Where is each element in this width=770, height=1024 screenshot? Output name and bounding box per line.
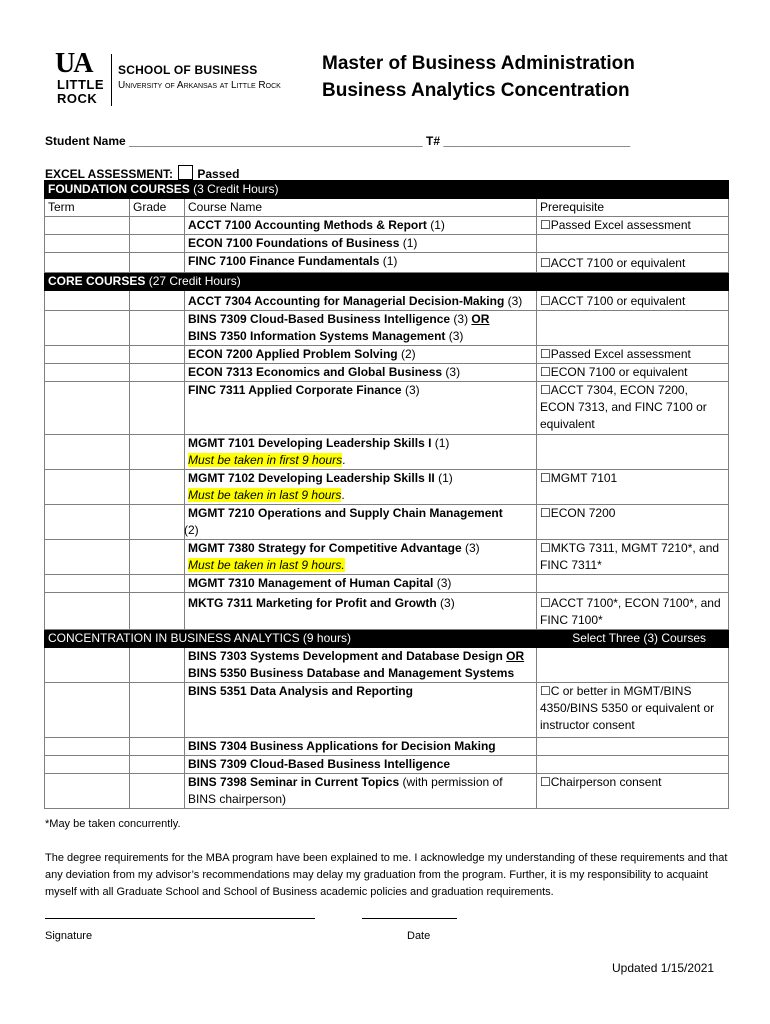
student-name-field[interactable]: Student Name ____________________________________________ T# ____________________________ bbox=[45, 134, 631, 148]
grade-cell[interactable] bbox=[130, 505, 185, 540]
term-cell[interactable] bbox=[45, 648, 130, 683]
core-header bbox=[45, 273, 729, 291]
logo-little: LITTLE bbox=[57, 77, 105, 92]
prereq-checkbox[interactable]: ☐ACCT 7304, ECON 7200, ECON 7313, and FINC 7100 or equivalent bbox=[537, 382, 729, 435]
prereq-checkbox[interactable]: ☐ECON 7100 or equivalent bbox=[537, 364, 729, 382]
term-cell[interactable] bbox=[45, 738, 130, 756]
term-cell[interactable] bbox=[45, 235, 130, 253]
excel-passed-checkbox[interactable] bbox=[178, 165, 193, 180]
course-credit: (3) bbox=[442, 365, 461, 379]
grade-cell[interactable] bbox=[130, 648, 185, 683]
term-cell[interactable] bbox=[45, 382, 130, 435]
grade-cell[interactable] bbox=[130, 683, 185, 738]
core-title: CORE COURSES bbox=[48, 274, 146, 288]
title-line-2: Business Analytics Concentration bbox=[322, 80, 630, 101]
term-cell[interactable] bbox=[45, 311, 130, 346]
course-name: MGMT 7380 Strategy for Competitive Advantage bbox=[188, 541, 462, 555]
grade-cell[interactable] bbox=[130, 253, 185, 273]
logo-university-name: University of Arkansas at Little Rock bbox=[118, 80, 281, 91]
foundation-title: FOUNDATION COURSES bbox=[48, 182, 190, 196]
course-credit: (3) bbox=[436, 596, 455, 610]
course-credit: (1) bbox=[379, 254, 398, 268]
grade-cell[interactable] bbox=[130, 217, 185, 235]
core-credits: (27 Credit Hours) bbox=[145, 274, 241, 288]
page-title bbox=[322, 50, 635, 104]
or-label: OR bbox=[506, 649, 525, 663]
excel-passed-label: Passed bbox=[197, 167, 240, 181]
term-cell[interactable] bbox=[45, 683, 130, 738]
table-row bbox=[45, 364, 729, 382]
prereq-checkbox[interactable]: ☐C or better in MGMT/BINS 4350/BINS 5350 or equivalent or instructor consent bbox=[537, 683, 729, 738]
table-row bbox=[45, 382, 729, 435]
prereq-checkbox[interactable]: ☐ECON 7200 bbox=[537, 505, 729, 540]
prereq-cell bbox=[537, 311, 729, 346]
course-credit: (3) bbox=[450, 312, 472, 326]
prereq-checkbox[interactable]: ☐ACCT 7100 or equivalent bbox=[537, 291, 729, 311]
course-name: ACCT 7304 Accounting for Managerial Decision-Making bbox=[188, 294, 505, 308]
col-prereq: Prerequisite bbox=[537, 199, 729, 217]
term-cell[interactable] bbox=[45, 346, 130, 364]
course-name: BINS 7309 Cloud-Based Business Intelligence bbox=[188, 312, 451, 326]
course-credit: (2) bbox=[184, 523, 199, 537]
signature-line[interactable] bbox=[45, 918, 315, 919]
course-name: ECON 7100 Foundations of Business bbox=[188, 236, 400, 250]
course-name: BINS 5350 Business Database and Management Systems bbox=[188, 666, 515, 680]
table-row bbox=[45, 311, 729, 346]
prereq-checkbox[interactable]: ☐ACCT 7100 or equivalent bbox=[537, 253, 729, 273]
term-cell[interactable] bbox=[45, 364, 130, 382]
term-cell[interactable] bbox=[45, 575, 130, 593]
signature-label: Signature bbox=[45, 930, 93, 942]
title-line-1: Master of Business Administration bbox=[322, 53, 635, 74]
course-name: MGMT 7210 Operations and Supply Chain Management bbox=[188, 506, 503, 520]
acknowledgement-paragraph: The degree requirements for the MBA program have been explained to me. I acknowledge my understanding of these requirements and that any deviation from my advisor’s recommendations may delay my graduation from the program. Further, it is my responsibility to acquaint myself with all Graduate School and School of Business academic policies and graduation requirements. bbox=[45, 852, 728, 898]
course-name: BINS 7304 Business Applications for Decision Making bbox=[188, 739, 496, 753]
footnote: *May be taken concurrently. bbox=[45, 818, 181, 830]
term-cell[interactable] bbox=[45, 217, 130, 235]
course-name: ECON 7313 Economics and Global Business bbox=[188, 365, 443, 379]
course-name: ACCT 7100 Accounting Methods & Report bbox=[188, 218, 427, 232]
updated-date: Updated 1/15/2021 bbox=[612, 961, 715, 975]
logo-ua: UA bbox=[55, 48, 92, 79]
term-cell[interactable] bbox=[45, 774, 130, 809]
grade-cell[interactable] bbox=[130, 575, 185, 593]
course-credit: (1) bbox=[399, 236, 418, 250]
grade-cell[interactable] bbox=[130, 774, 185, 809]
grade-cell[interactable] bbox=[130, 235, 185, 253]
table-row bbox=[45, 648, 729, 683]
concentration-header bbox=[45, 630, 729, 648]
foundation-credits: (3 Credit Hours) bbox=[189, 182, 279, 196]
grade-cell[interactable] bbox=[130, 540, 185, 575]
term-cell[interactable] bbox=[45, 253, 130, 273]
prereq-cell bbox=[537, 648, 729, 683]
timing-note: Must be taken in last 9 hours bbox=[188, 488, 342, 502]
course-name: BINS 7303 Systems Development and Database Design bbox=[188, 649, 503, 663]
concentration-title: CONCENTRATION IN BUSINESS ANALYTICS (9 hours) bbox=[45, 630, 537, 648]
prereq-cell bbox=[537, 435, 729, 470]
table-row bbox=[45, 575, 729, 593]
course-name: BINS 7309 Cloud-Based Business Intelligence bbox=[188, 757, 451, 771]
table-row bbox=[45, 540, 729, 575]
logo-rock: ROCK bbox=[57, 91, 98, 106]
course-name: FINC 7100 Finance Fundamentals bbox=[188, 254, 380, 268]
course-credit: (3) bbox=[461, 541, 480, 555]
term-cell[interactable] bbox=[45, 505, 130, 540]
col-course: Course Name bbox=[185, 199, 537, 217]
timing-note: Must be taken in first 9 hours bbox=[188, 453, 343, 467]
prereq-checkbox[interactable]: ☐Chairperson consent bbox=[537, 774, 729, 809]
foundation-header bbox=[45, 181, 729, 199]
logo-divider bbox=[111, 54, 112, 106]
date-label: Date bbox=[407, 930, 431, 942]
course-credit: (1) bbox=[431, 436, 450, 450]
term-cell[interactable] bbox=[45, 540, 130, 575]
grade-cell[interactable] bbox=[130, 346, 185, 364]
table-row bbox=[45, 217, 729, 235]
excel-label: EXCEL ASSESSMENT: bbox=[45, 167, 174, 181]
excel-assessment bbox=[45, 165, 239, 181]
term-cell[interactable] bbox=[45, 435, 130, 470]
table-row bbox=[45, 756, 729, 774]
course-name: MKTG 7311 Marketing for Profit and Growth bbox=[188, 596, 437, 610]
term-cell[interactable] bbox=[45, 291, 130, 311]
table-row: MGMT 7101 Developing Leadership Skills I (1) Must be taken in first 9 hours. bbox=[45, 435, 729, 470]
prereq-checkbox[interactable]: ☐ACCT 7100*, ECON 7100*, and FINC 7100* bbox=[537, 593, 729, 630]
table-row bbox=[45, 235, 729, 253]
table-row bbox=[45, 593, 729, 630]
course-name: MGMT 7310 Management of Human Capital bbox=[188, 576, 434, 590]
course-table bbox=[44, 180, 729, 809]
term-cell[interactable] bbox=[45, 593, 130, 630]
course-name: BINS 7350 Information Systems Management bbox=[188, 329, 446, 343]
grade-cell[interactable] bbox=[130, 470, 185, 505]
table-row bbox=[45, 253, 729, 273]
term-cell[interactable] bbox=[45, 470, 130, 505]
course-name: BINS 7398 Seminar in Current Topics bbox=[188, 775, 400, 789]
logo-school-name: SCHOOL OF BUSINESS bbox=[118, 63, 258, 77]
table-row bbox=[45, 683, 729, 738]
timing-note: Must be taken in last 9 hours. bbox=[188, 558, 345, 572]
prereq-checkbox[interactable]: ☐Passed Excel assessment bbox=[537, 217, 729, 235]
course-credit: (1) bbox=[426, 218, 445, 232]
grade-cell[interactable] bbox=[130, 435, 185, 470]
logo-little-rock bbox=[57, 78, 104, 106]
grade-cell[interactable] bbox=[130, 311, 185, 346]
course-credit: (3) bbox=[504, 294, 523, 308]
or-label: OR bbox=[471, 312, 490, 326]
prereq-checkbox[interactable]: ☐Passed Excel assessment bbox=[537, 346, 729, 364]
table-row bbox=[45, 505, 729, 540]
table-row bbox=[45, 291, 729, 311]
prereq-checkbox[interactable]: ☐MGMT 7101 bbox=[537, 470, 729, 505]
course-name: BINS 5351 Data Analysis and Reporting bbox=[188, 684, 413, 698]
col-term: Term bbox=[45, 199, 130, 217]
table-row bbox=[45, 774, 729, 809]
grade-cell[interactable] bbox=[130, 364, 185, 382]
column-header-row bbox=[45, 199, 729, 217]
course-credit: (3) bbox=[401, 383, 420, 397]
ualr-logo bbox=[55, 50, 295, 110]
course-name: FINC 7311 Applied Corporate Finance bbox=[188, 383, 402, 397]
course-name: MGMT 7101 Developing Leadership Skills I bbox=[188, 436, 432, 450]
course-credit: (3) bbox=[433, 576, 452, 590]
prereq-cell bbox=[537, 756, 729, 774]
prereq-cell bbox=[537, 738, 729, 756]
grade-cell[interactable] bbox=[130, 291, 185, 311]
course-credit: (2) bbox=[397, 347, 416, 361]
table-row: MGMT 7102 Developing Leadership Skills II (1) Must be taken in last 9 hours. ☐MGMT 7101 bbox=[45, 470, 729, 505]
grade-cell[interactable] bbox=[130, 738, 185, 756]
concentration-select-note: Select Three (3) Courses bbox=[537, 630, 729, 648]
course-credit: (1) bbox=[434, 471, 453, 485]
col-grade: Grade bbox=[130, 199, 185, 217]
grade-cell[interactable] bbox=[130, 382, 185, 435]
table-row bbox=[45, 346, 729, 364]
course-name: ECON 7200 Applied Problem Solving bbox=[188, 347, 398, 361]
table-row bbox=[45, 738, 729, 756]
grade-cell[interactable] bbox=[130, 756, 185, 774]
grade-cell[interactable] bbox=[130, 593, 185, 630]
course-name: MGMT 7102 Developing Leadership Skills II bbox=[188, 471, 435, 485]
course-permission-note: (with permission of BINS chairperson) bbox=[188, 775, 503, 806]
date-line[interactable] bbox=[362, 918, 457, 919]
prereq-checkbox[interactable]: ☐MKTG 7311, MGMT 7210*, and FINC 7311* bbox=[537, 540, 729, 575]
course-credit: (3) bbox=[445, 329, 464, 343]
prereq-cell bbox=[537, 575, 729, 593]
prereq-cell bbox=[537, 235, 729, 253]
term-cell[interactable] bbox=[45, 756, 130, 774]
